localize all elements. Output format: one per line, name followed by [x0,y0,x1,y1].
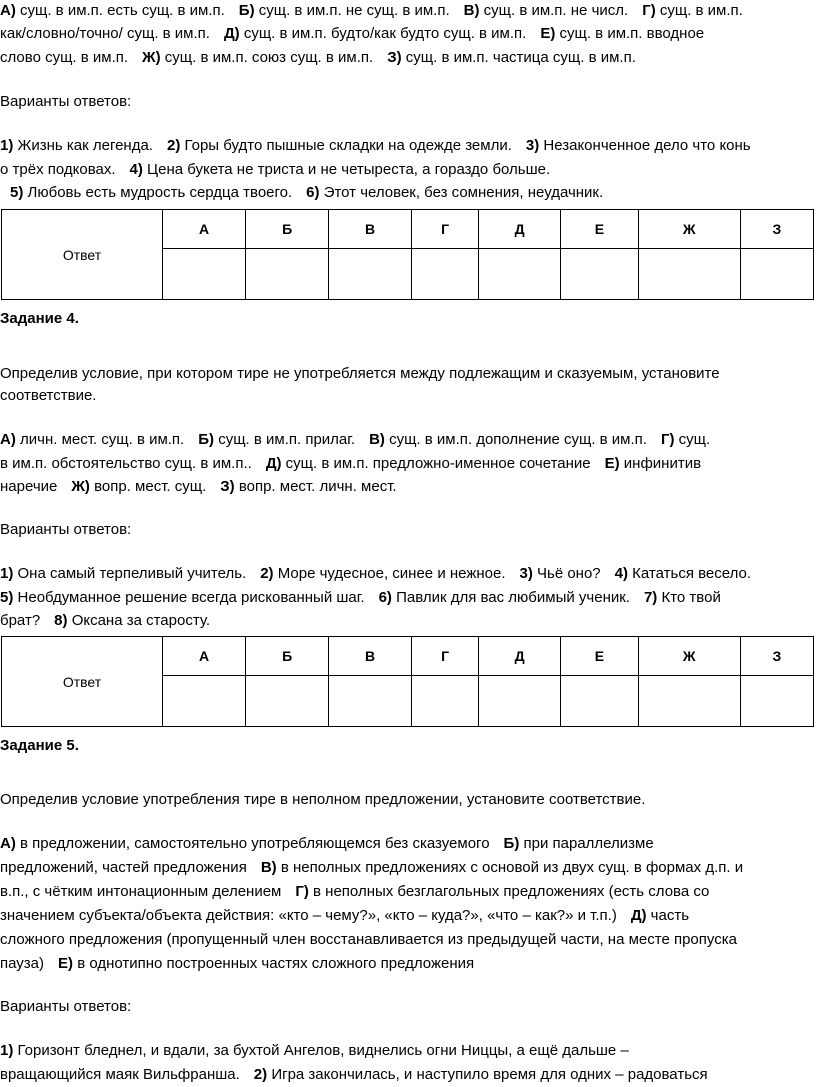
column-header: Б [246,637,329,676]
answer-cell[interactable] [246,249,329,300]
answer-cell[interactable] [246,676,329,727]
task5-conditions-line-3: в.п., с чётким интонационным делением Г) в неполных безглагольных предложениях (есть слова со [0,883,710,900]
answer-cell[interactable] [638,249,740,300]
task5-intro: Определив условие употребления тире в неполном предложении, установите соответствие. [0,791,646,808]
column-header: З [740,210,813,249]
task4-intro-line-2: соответствие. [0,387,97,404]
task4-variants-title: Варианты ответов: [0,521,132,538]
task5-variants-title: Варианты ответов: [0,998,132,1015]
task4-conditions-line-3: наречие Ж) вопр. мест. сущ. З) вопр. мест. личн. мест. [0,478,397,495]
answer-cell[interactable] [479,249,561,300]
column-header: Д [479,210,561,249]
column-header: Г [412,637,479,676]
column-header: Г [412,210,479,249]
column-header: Е [561,637,638,676]
column-header: З [740,637,813,676]
answer-cell[interactable] [638,676,740,727]
task4-answers-line-2: 5) Необдуманное решение всегда рискованный шаг. 6) Павлик для вас любимый ученик. 7) Кто твой [0,589,721,606]
task5-title: Задание 5. [0,737,79,754]
column-header: А [163,210,246,249]
task4-intro-line-1: Определив условие, при котором тире не употребляется между подлежащим и сказуемым, установите [0,365,720,382]
task5-conditions-line-2: предложений, частей предложения В) в неполных предложениях с основой из двух сущ. в формах д.п. и [0,859,744,876]
task4-conditions-line-1: А) личн. мест. сущ. в им.п. Б) сущ. в им.п. прилаг. В) сущ. в им.п. дополнение сущ. в им.п. Г) сущ. [0,431,711,448]
task4-answers-line-1: 1) Она самый терпеливый учитель. 2) Море чудесное, синее и нежное. 3) Чьё оно? 4) Кататься весело. [0,565,752,582]
answer-cell[interactable] [412,676,479,727]
task3-conditions-line-3: слово сущ. в им.п. Ж) сущ. в им.п. союз сущ. в им.п. З) сущ. в им.п. частица сущ. в им.п. [0,49,636,66]
task5-conditions-line-5: сложного предложения (пропущенный член восстанавливается из предыдущей части, на месте пропуска [0,931,737,948]
column-header: В [328,637,411,676]
task5-answers-line-2: вращающийся маяк Вильфранша. 2) Игра закончилась, и наступило время для одних – радоваться [0,1066,708,1083]
task5-answers-line-1: 1) Горизонт бледнел, и вдали, за бухтой Ангелов, виднелись огни Ниццы, а ещё дальше – [0,1042,629,1059]
answer-cell[interactable] [740,249,813,300]
task4-title: Задание 4. [0,310,79,327]
answer-cell[interactable] [479,676,561,727]
task4-answers-line-3: брат? 8) Оксана за старосту. [0,612,211,629]
column-header: Д [479,637,561,676]
column-header: Ж [638,210,740,249]
task5-conditions-line-4: значением субъекта/объекта действия: «кто – чему?», «кто – куда?», «что – как?» и т.п.) Д) часть [0,907,690,924]
answer-cell[interactable] [412,249,479,300]
task3-answer-table [1,209,814,300]
task3-conditions-line-1: А) сущ. в им.п. есть сущ. в им.п. Б) сущ. в им.п. не сущ. в им.п. В) сущ. в им.п. не числ. Г) сущ. в им.п. [0,2,743,19]
answer-cell[interactable] [328,676,411,727]
column-header: Б [246,210,329,249]
column-header: Ж [638,637,740,676]
task5-conditions-line-6: пауза) Е) в однотипно построенных частях сложного предложения [0,955,475,972]
column-header: Е [561,210,638,249]
column-header: А [163,637,246,676]
task4-answer-table [1,636,814,727]
answer-cell[interactable] [163,249,246,300]
column-header: В [328,210,411,249]
task3-answers-line-3: 5) Любовь есть мудрость сердца твоего. 6) Этот человек, без сомнения, неудачник. [10,184,604,201]
task5-conditions-line-1: А) в предложении, самостоятельно употребляющемся без сказуемого Б) при параллелизме [0,835,654,852]
task3-variants-title: Варианты ответов: [0,93,132,110]
answer-label: Ответ [2,637,163,727]
task3-answers-line-2: о трёх подковах. 4) Цена букета не триста и не четыреста, а гораздо больше. [0,161,551,178]
answer-cell[interactable] [740,676,813,727]
answer-cell[interactable] [328,249,411,300]
answer-cell[interactable] [561,249,638,300]
answer-label: Ответ [2,210,163,300]
answer-cell[interactable] [561,676,638,727]
task3-answers-line-1: 1) Жизнь как легенда. 2) Горы будто пышные складки на одежде земли. 3) Незаконченное дело что конь [0,137,751,154]
task4-conditions-line-2: в им.п. обстоятельство сущ. в им.п.. Д) сущ. в им.п. предложно-именное сочетание Е) инфинитив [0,455,702,472]
task3-conditions-line-2: как/словно/точно/ сущ. в им.п. Д) сущ. в им.п. будто/как будто сущ. в им.п. Е) сущ. в им.п. вводное [0,25,705,42]
answer-cell[interactable] [163,676,246,727]
